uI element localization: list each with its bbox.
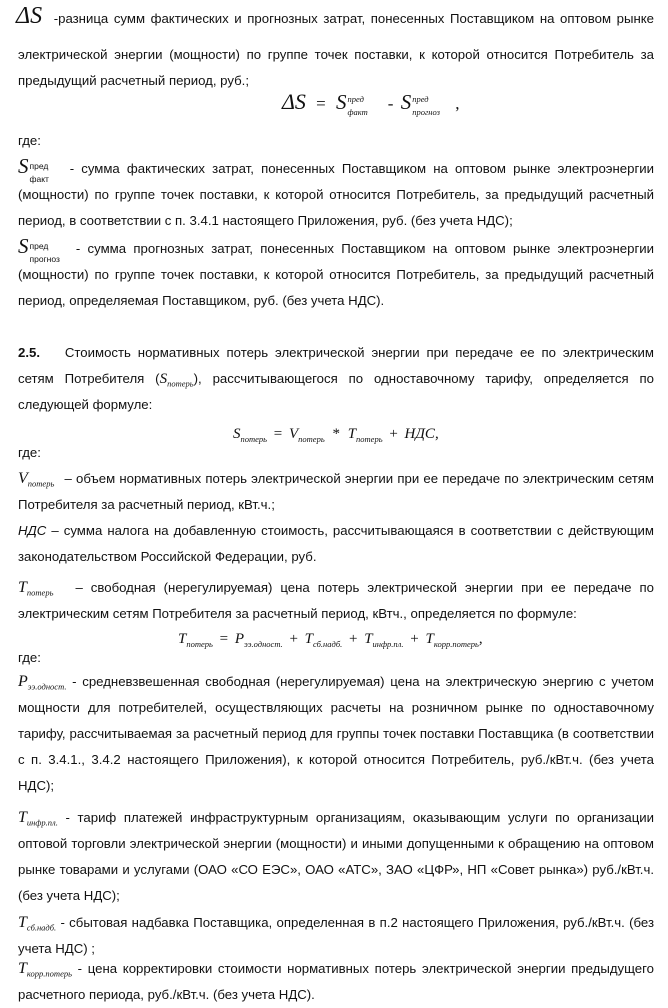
v-line1: – объем нормативных потерь электрической энергии при ее передаче по электрическим сетям [64,471,654,486]
formula1-sup2: пред [412,94,429,104]
formula1-lhs: ΔS [282,89,306,114]
gde-text-3: где: [18,650,41,665]
t-infr-symbol: T [18,809,27,826]
formula1-sup1: пред [347,94,364,104]
s-fact-sub: факт [29,174,49,184]
nds-line1: – сумма налога на добавленную стоимость, рассчитывающаяся в соответствии с действующим [51,523,654,538]
gde-label-3 [18,645,654,671]
formula2-t: T [347,426,357,442]
formula3-p-sub: ээ.одност. [244,639,283,649]
t-line2: электрическим сетям Потребителя за расчетный период, кВтч., определяется по формуле: [18,606,577,621]
s-prog-sup: пред [29,241,49,251]
formula2-plus: + [389,426,398,442]
section-2-5 [18,340,654,418]
formula3-t2-sub: инфр.пл. [372,639,404,649]
t-infr-sub: инфр.пл. [26,817,58,828]
t-korr-symbol: T [18,960,27,977]
formula2-s-sub: потерь [240,434,268,444]
formula2-mul: * [332,426,340,442]
formula2-eq: = [273,426,283,442]
s-prog-line3: период, определяемая Поставщиком, руб. (без учета НДС). [18,293,385,308]
s-prog-symbol: S [18,234,29,258]
s-fact-sup: пред [29,161,49,171]
formula2-v-sub: потерь [298,434,325,444]
formula3-t3-sub: корр.потерь [433,639,479,649]
formula3-t1: T [304,631,313,647]
s-fact-symbol: S [18,154,29,178]
delta-s-definition [16,3,654,32]
formula3-t2: T [364,631,373,647]
s-fact-line2: (мощности) по группе точек поставки, к которой относится Потребитель, за предыдущий расчетный [18,187,654,202]
formula-delta-s [282,89,460,117]
s-prog-line1: - сумма прогнозных затрат, понесенных Поставщиком на оптовом рынке электроэнергии [75,241,654,256]
t-line1: – свободная (нерегулируемая) цена потерь электрической энергии при ее передаче по [75,580,654,595]
p-line2: мощности для потребителей, осуществляющих расчеты на розничном рынке по одноставочному [18,700,654,715]
nds-term: НДС [18,523,47,538]
formula3-eq: = [219,631,229,647]
t-infr-definition [18,805,654,909]
section-2-5-sym: S [159,371,168,387]
gde-label-2 [18,440,654,466]
gde-label-1 [18,128,654,154]
t-korr-definition [18,956,654,1008]
formula1-s-fact: S [336,90,347,114]
p-ee-definition [18,669,654,799]
t-sb-line1: - сбытовая надбавка Поставщика, определенная в п.2 настоящего Приложения, руб./кВт.ч. (без [60,915,654,930]
t-korr-sub: корр.потерь [26,968,72,979]
nds-definition [18,518,654,570]
formula1-tail: , [455,94,460,113]
t-korr-line1: - цена корректировки стоимости нормативных потерь электрической энергии предыдущего [77,961,654,976]
p-line1: - средневзвешенная свободная (нерегулируемая) цена на электрическую энергию с учетом [72,674,654,689]
s-prog-line2: (мощности) по группе точек поставки, к которой относится Потребитель, за предыдущий расчетный [18,267,654,282]
s-fact-definition [18,153,654,234]
delta-s-line2-block [18,42,654,94]
delta-s-text-line2: электрической энергии (мощности) по группе точек поставки, к которой относится Потребитель за [18,47,654,62]
p-line4: с п. 3.4.1., 3.4.2 настоящего Приложения), к которой относится Потребитель, руб./кВт.ч. (без учета [18,752,654,767]
nds-line2: законодательством Российской Федерации, руб. [18,549,317,564]
t-sb-sub: сб.надб. [26,922,57,933]
v-symbol: V [18,470,28,487]
section-2-5-line1: Стоимость нормативных потерь электрической энергии при передаче ее по электрическим [64,345,654,360]
section-2-5-number: 2.5. [18,345,40,360]
formula2-tail: , [434,426,439,442]
t-infr-line2: оптовой торговли электрической энергии (мощности) и иными допущенными к обращению на оптовом [18,836,654,851]
p-line3: тарифу, рассчитываемая за расчетный период для группы точек поставки Поставщика (в соответствии [18,726,654,741]
t-sb-line2: учета НДС) ; [18,941,95,956]
formula2-nds: НДС [404,426,435,442]
formula1-s-prog: S [400,90,412,114]
v-poter-definition [18,466,654,518]
formula1-eq: = [316,94,326,113]
formula3-t1-sub: сб.надб. [313,639,343,649]
formula2-v: V [289,426,299,442]
formula1-minus: - [387,94,394,113]
formula3-plus2: + [348,631,358,647]
t-sub: потерь [26,587,54,598]
section-2-5-line2-pre: сетям Потребителя ( [18,371,160,386]
formula2-t-sub: потерь [356,434,383,444]
t-infr-line4: (без учета НДС); [18,888,120,903]
s-prog-definition [18,233,654,314]
formula1-sub1: факт [347,107,368,117]
formula3-t-sub: потерь [186,639,213,649]
t-korr-line2: расчетного периода, руб./кВт.ч. (без учета НДС). [18,987,315,1002]
section-2-5-sub: потерь [167,378,194,389]
formula3-p: P [234,631,245,647]
section-2-5-line3: следующей формуле: [18,397,153,412]
t-sb-symbol: T [18,914,27,931]
p-sub: ээ.одност. [27,681,67,692]
s-prog-sub: прогноз [29,254,60,264]
formula2-s: S [233,426,241,442]
gde-text-2: где: [18,445,41,460]
v-sub: потерь [27,478,55,489]
delta-s-symbol: ΔS [16,3,43,29]
t-sb-definition [18,910,654,962]
v-line2: Потребителя за расчетный период, кВт.ч.; [18,497,275,512]
t-infr-line1: - тариф платежей инфраструктурным организациям, оказывающим услуги по организации [65,810,654,825]
t-symbol: T [18,579,27,596]
s-fact-line1: - сумма фактических затрат, понесенных Поставщиком на оптовом рынке электроэнергии [69,161,655,176]
formula3-plus1: + [289,631,298,647]
p-line5: НДС); [18,778,55,793]
delta-s-text-line1: -разница сумм фактических и прогнозных затрат, понесенных Поставщиком на оптовом рынке [53,11,654,26]
delta-s-text-line3: предыдущий расчетный период, руб.; [18,73,249,88]
p-symbol: P [18,673,28,690]
t-poter-definition [18,575,654,627]
t-infr-line3: рынке товарами и услугами (ОАО «СО ЕЭС», ОАО «АТС», ЗАО «ЦФР», НП «Совет рынка») руб./кВт.ч. [18,862,654,877]
gde-text-1: где: [18,133,41,148]
section-2-5-line2-post: ), рассчитывающегося по одноставочному тарифу, определяется по [193,371,654,386]
formula1-sub2: прогноз [412,107,440,117]
formula3-plus3: + [410,631,419,647]
s-fact-line3: период, в соответствии с п. 3.4.1 настоящего Приложения, руб. (без учета НДС); [18,213,513,228]
formula3-t3: T [425,631,434,647]
formula3-tail: , [478,631,483,647]
formula3-t: T [178,631,187,647]
